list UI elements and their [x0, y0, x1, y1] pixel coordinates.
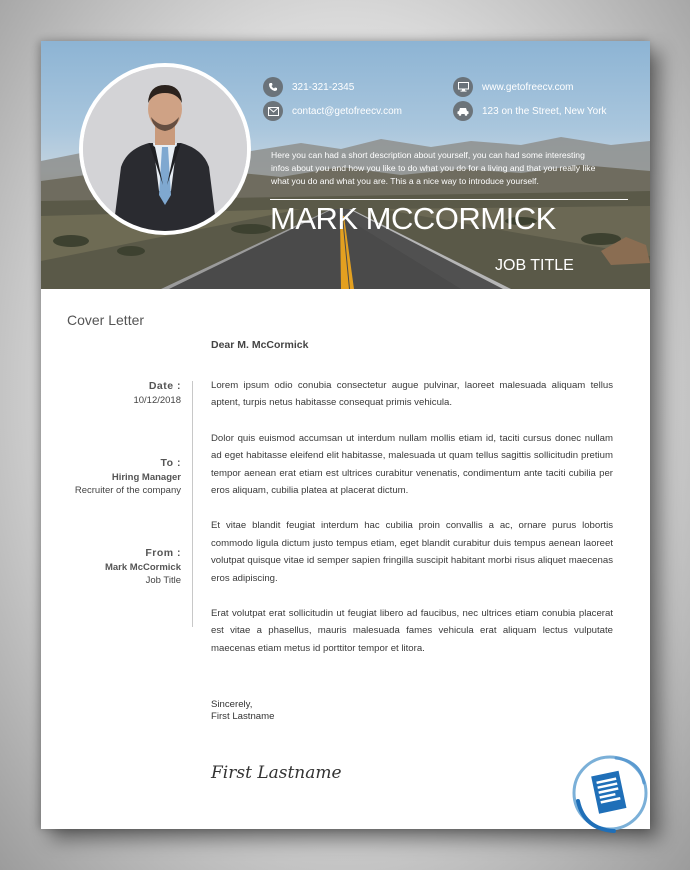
- date-value: 10/12/2018: [133, 395, 181, 406]
- closing-name: First Lastname: [211, 711, 275, 722]
- phone-number: 321-321-2345: [292, 81, 355, 93]
- monitor-icon: [453, 77, 473, 97]
- sender-name: Mark McCormick: [104, 562, 181, 573]
- website-url[interactable]: www.getofreecv.com: [482, 81, 574, 93]
- email-address[interactable]: contact@getofreecv.com: [292, 105, 403, 117]
- website-contact: [453, 77, 574, 97]
- person-silhouette-icon: [83, 67, 247, 231]
- closing-phrase: Sincerely,: [211, 699, 253, 710]
- header-divider: [270, 199, 628, 200]
- email-contact: [263, 101, 402, 121]
- candidate-job-title: JOB TITLE: [495, 257, 574, 274]
- phone-contact: [263, 77, 354, 97]
- recipient-name: Hiring Manager: [111, 472, 181, 483]
- date-label: Date :: [148, 380, 181, 392]
- recipient-company: Recruiter of the company: [74, 485, 181, 496]
- letter-body: [211, 377, 613, 675]
- recipient-block: [75, 457, 181, 497]
- cover-letter-page: [41, 41, 650, 829]
- letter-paragraph: Et vitae blandit feugiat interdum hac cubilia proin convallis a ac, ornare purus lobortis commodo ligula dictum justo tempus etiam, eget blandit curabitur duis tempus aenean laoreet volutpat quisque vitae id semper sapien fringilla suscipit habitant morbi risus aliquet maecenas eros adipiscing.: [211, 520, 613, 584]
- address-contact: [453, 101, 607, 121]
- signature: First Lastname: [211, 763, 342, 783]
- car-icon: [453, 101, 473, 121]
- document-badge-icon: [570, 753, 660, 843]
- phone-icon: [263, 77, 283, 97]
- profile-photo: [83, 67, 247, 231]
- letter-paragraph: Dolor quis euismod accumsan ut interdum nullam mollis etiam id, taciti cursus donec nullam ad eget habitasse eleifend elit habitasse, malesuada ut quam tellus sagittis sollicitudin pretium tempor aenean erat etiam est ultrices curabitur venenatis, condimentum ante taciti cubilia per eros aliquam, cubilia platea at placerat dictum.: [211, 432, 613, 497]
- description-line: infos about you and how you like to do what you do for a living and that you really like: [271, 163, 596, 173]
- description-line: Here you can had a short description about yourself, you can had some interesting: [271, 150, 585, 160]
- email-icon: [263, 101, 283, 121]
- header-banner: [41, 41, 650, 289]
- description-line: what you do and what you are. This a a nice way to introduce yourself.: [271, 176, 539, 186]
- letter-paragraph: Lorem ipsum odio conubia consectetur augue pulvinar, laoreet malesuada aliquam tellus aptent, turpis netus habitasse consequat primis vehicula.: [211, 380, 613, 409]
- sender-block: [105, 547, 181, 587]
- date-block: [133, 380, 181, 407]
- closing-block: [211, 699, 274, 723]
- profile-description: [271, 149, 631, 188]
- section-title: Cover Letter: [67, 312, 145, 328]
- column-divider: [192, 381, 193, 627]
- street-address: 123 on the Street, New York: [482, 105, 607, 117]
- letter-paragraph: Erat volutpat erat sollicitudin ut feugiat libero ad faucibus, nec ultrices etiam conubia placerat est vitae a phasellus, mauris malesuada fames vehicula erat aliquam lectus vulputate maecenas etiam metus id porttitor tempor et litora.: [211, 608, 613, 654]
- sender-title: Job Title: [145, 575, 181, 586]
- from-label: From :: [145, 547, 181, 559]
- candidate-name: MARK MCCORMICK: [270, 201, 556, 236]
- salutation: Dear M. McCormick: [211, 339, 309, 351]
- to-label: To :: [160, 457, 181, 469]
